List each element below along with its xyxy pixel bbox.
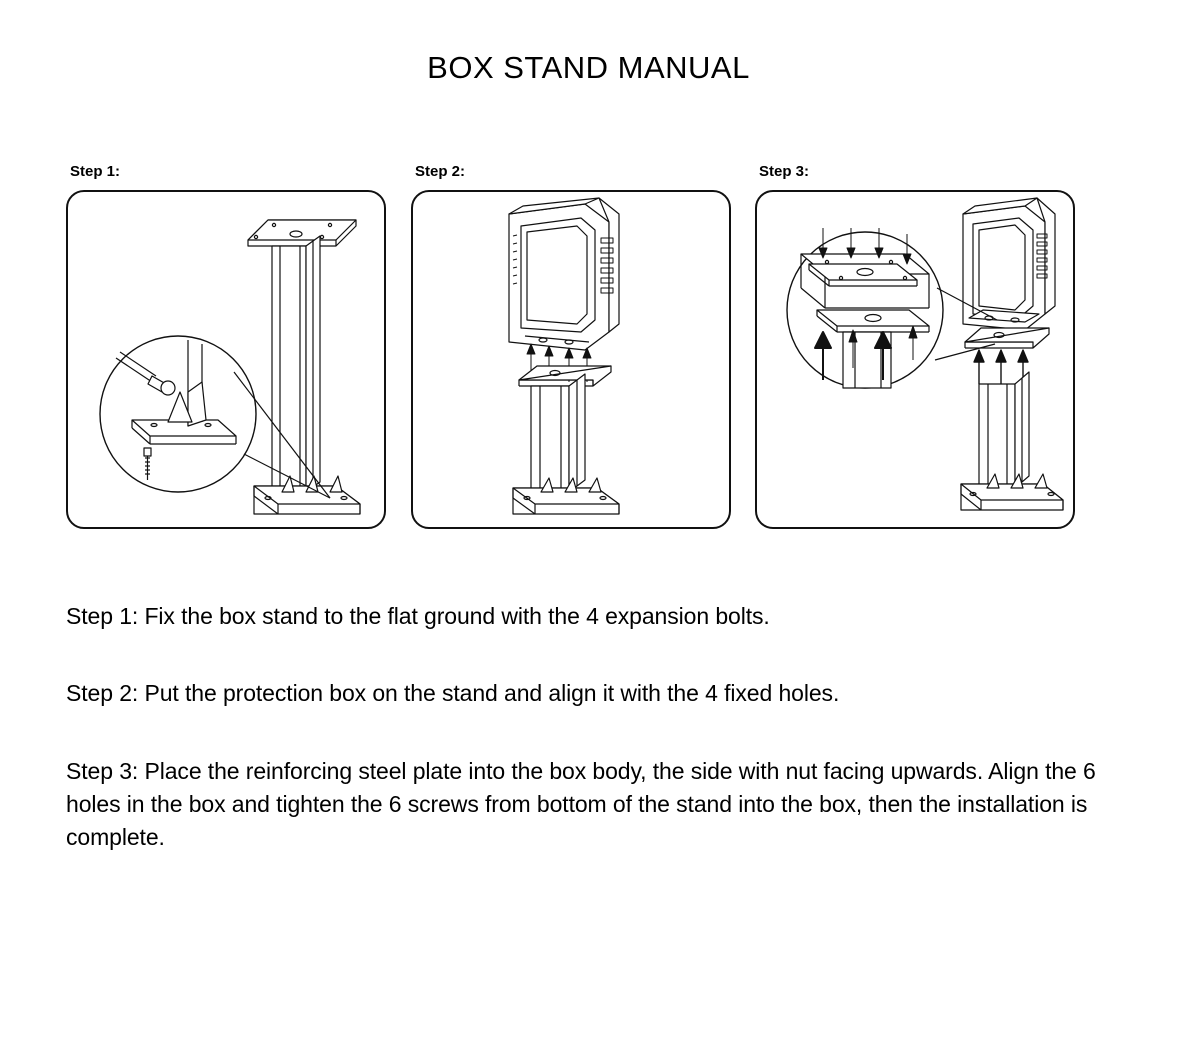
step-1-label: Step 1: [70,163,121,180]
protection-box-on-stand-diagram [413,192,731,529]
step-block-2 [411,163,733,533]
page-title: BOX STAND MANUAL [427,50,750,85]
step-block-1 [66,163,388,533]
reinforcing-steel-plate-diagram [757,192,1075,529]
step-3-label: Step 3: [759,163,810,180]
box-stand-base-bolts-diagram [68,192,386,529]
instructions-list [66,600,1106,855]
instruction-step-2: Step 2: Put the protection box on the stand and align it with the 4 fixed holes. [66,680,840,707]
step-2-figure [411,190,731,529]
step-3-figure [755,190,1075,529]
step-2-label: Step 2: [415,163,466,180]
step-figures-row [66,163,1079,533]
instruction-step-1: Step 1: Fix the box stand to the flat ground with the 4 expansion bolts. [66,603,770,629]
step-block-3 [755,163,1077,533]
instruction-step-3: Step 3: Place the reinforcing steel plate into the box body, the side with nut facing upwards. Align the 6 holes in the box and tighten the 6 screws from bottom of the stand into the box, then the installation is complete. [66,757,1096,851]
step-1-figure [66,190,386,529]
